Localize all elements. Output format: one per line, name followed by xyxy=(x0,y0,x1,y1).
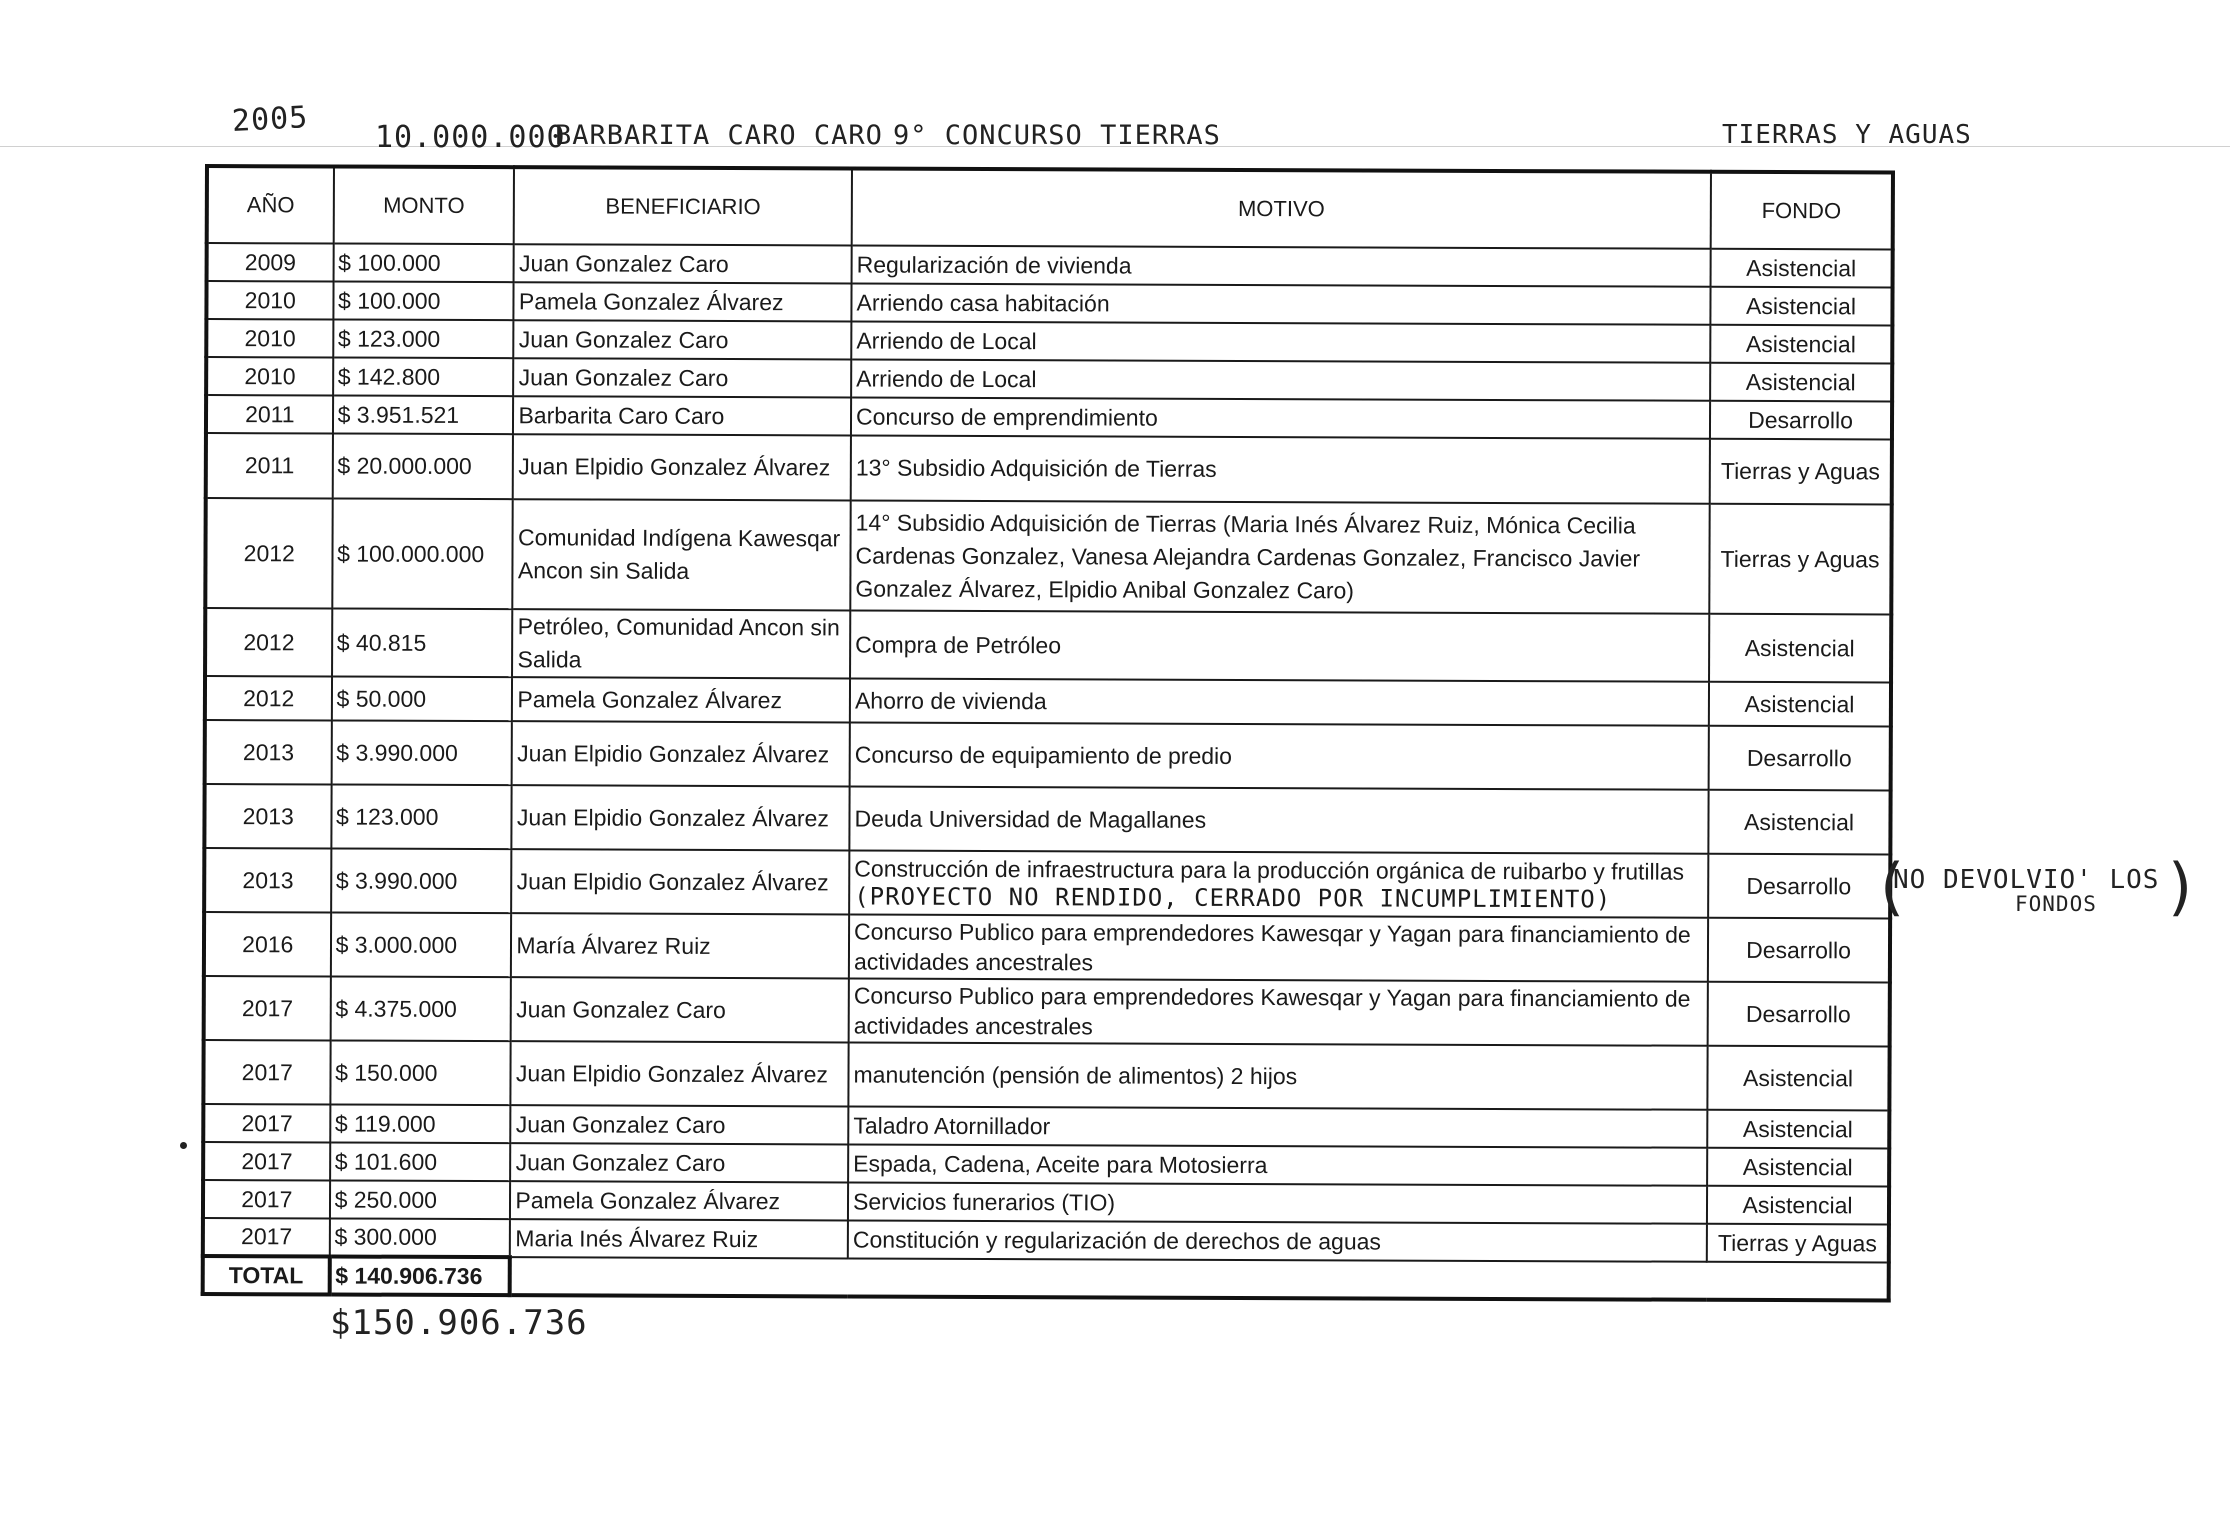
cell-fund: Asistencial xyxy=(1707,1186,1889,1225)
cell-amount: $ 123.000 xyxy=(331,784,512,849)
cell-beneficiary: Pamela Gonzalez Álvarez xyxy=(512,677,850,722)
cell-amount: $ 40.815 xyxy=(332,608,513,677)
cell-motive: manutención (pensión de alimentos) 2 hijos xyxy=(848,1042,1707,1109)
table-row xyxy=(204,912,1890,982)
left-parenthesis-mark: ( xyxy=(1880,850,1905,923)
handwritten-contest: 9° CONCURSO TIERRAS xyxy=(893,120,1221,151)
handwritten-amount: 10.000.000 xyxy=(375,120,566,155)
table-row xyxy=(204,784,1890,854)
cell-year: 2010 xyxy=(206,357,333,395)
cell-motive: Arriendo de Local xyxy=(851,321,1710,362)
cell-beneficiary: Juan Elpidio Gonzalez Álvarez xyxy=(513,434,851,500)
cell-amount: $ 100.000.000 xyxy=(332,498,513,609)
cell-year: 2013 xyxy=(204,784,331,848)
cell-year: 2017 xyxy=(203,1104,330,1142)
cell-beneficiary: Comunidad Indígena Kawesqar Ancon sin Salida xyxy=(513,499,851,610)
cell-amount: $ 3.990.000 xyxy=(331,848,512,913)
cell-amount: $ 100.000 xyxy=(333,281,514,320)
cell-year: 2012 xyxy=(205,498,332,608)
cell-motive: Ahorro de vivienda xyxy=(850,678,1709,725)
table-row xyxy=(203,1142,1889,1186)
cell-amount: $ 150.000 xyxy=(330,1040,511,1105)
cell-fund: Tierras y Aguas xyxy=(1710,439,1892,505)
cell-year: 2013 xyxy=(204,848,331,912)
table-row xyxy=(203,1218,1889,1262)
cell-beneficiary: Juan Elpidio Gonzalez Álvarez xyxy=(512,721,850,786)
cell-beneficiary: Juan Gonzalez Caro xyxy=(511,977,849,1042)
cell-motive: Constitución y regularización de derechos de aguas xyxy=(848,1220,1707,1261)
cell-motive: Taladro Atornillador xyxy=(848,1106,1707,1147)
table-row xyxy=(206,433,1892,504)
cell-beneficiary: Juan Gonzalez Caro xyxy=(511,1143,849,1182)
grants-table xyxy=(201,164,1895,1302)
cell-fund: Asistencial xyxy=(1711,249,1893,288)
table-row xyxy=(205,608,1891,682)
table-row xyxy=(206,395,1892,439)
cell-amount: $ 3.000.000 xyxy=(330,912,511,977)
cell-amount: $ 101.600 xyxy=(330,1142,511,1181)
header-beneficiary: BENEFICIARIO xyxy=(514,167,852,245)
cell-fund: Desarrollo xyxy=(1708,854,1890,919)
cell-motive: Concurso Publico para emprendedores Kawesqar y Yagan para financiamiento de actividades ancestrales xyxy=(849,978,1708,1045)
cell-beneficiary: Pamela Gonzalez Álvarez xyxy=(514,282,852,321)
handwritten-fund: TIERRAS Y AGUAS xyxy=(1722,120,1972,150)
empty-cell xyxy=(848,1258,1707,1299)
table-row xyxy=(203,1040,1889,1110)
right-parenthesis-mark: ) xyxy=(2168,850,2193,923)
table-row xyxy=(204,848,1890,918)
cell-fund: Tierras y Aguas xyxy=(1709,504,1891,615)
table-row xyxy=(204,976,1890,1046)
cell-beneficiary: Juan Gonzalez Caro xyxy=(514,244,852,283)
table-row xyxy=(207,243,1893,287)
cell-beneficiary: María Álvarez Ruiz xyxy=(511,913,849,978)
cell-motive: Servicios funerarios (TIO) xyxy=(848,1182,1707,1223)
cell-fund: Tierras y Aguas xyxy=(1707,1224,1889,1263)
cell-year: 2012 xyxy=(205,608,332,676)
cell-amount: $ 300.000 xyxy=(329,1218,510,1257)
cell-motive: Espada, Cadena, Aceite para Motosierra xyxy=(848,1144,1707,1185)
cell-fund: Asistencial xyxy=(1710,363,1892,402)
cell-year: 2011 xyxy=(206,433,333,498)
cell-motive: Deuda Universidad de Magallanes xyxy=(849,786,1708,853)
cell-year: 2013 xyxy=(205,720,332,784)
cell-fund: Desarrollo xyxy=(1708,918,1890,983)
cell-motive xyxy=(849,850,1708,917)
table-row xyxy=(206,319,1892,363)
handwritten-note-line2: FONDOS xyxy=(2015,892,2097,916)
header-fund: FONDO xyxy=(1711,172,1893,250)
cell-year: 2010 xyxy=(206,281,333,319)
cell-year: 2011 xyxy=(206,395,333,433)
cell-fund: Asistencial xyxy=(1709,682,1891,727)
cell-year: 2017 xyxy=(203,1040,330,1104)
cell-motive: 13° Subsidio Adquisición de Tierras xyxy=(851,435,1710,503)
handwritten-beneficiary: BARBARITA CARO CARO xyxy=(555,120,883,151)
cell-amount: $ 50.000 xyxy=(331,676,512,721)
cell-motive: Compra de Petróleo xyxy=(850,610,1709,681)
handwritten-corrected-total: $150.906.736 xyxy=(330,1303,588,1343)
cell-year: 2012 xyxy=(205,676,332,720)
cell-amount: $ 100.000 xyxy=(333,243,514,282)
cell-amount: $ 119.000 xyxy=(330,1104,511,1143)
cell-year: 2017 xyxy=(203,1218,330,1256)
cell-beneficiary: Juan Gonzalez Caro xyxy=(514,358,852,397)
table-row xyxy=(206,357,1892,401)
cell-fund: Asistencial xyxy=(1709,614,1891,683)
table-row xyxy=(206,281,1892,325)
cell-year: 2017 xyxy=(203,1180,330,1218)
cell-motive: Regularización de vivienda xyxy=(852,245,1711,286)
cell-beneficiary: Pamela Gonzalez Álvarez xyxy=(510,1181,848,1220)
cell-fund: Asistencial xyxy=(1707,1110,1889,1149)
cell-beneficiary: Juan Gonzalez Caro xyxy=(514,320,852,359)
cell-fund: Asistencial xyxy=(1708,790,1890,855)
cell-amount: $ 142.800 xyxy=(333,357,514,396)
cell-fund: Asistencial xyxy=(1707,1148,1889,1187)
table-row xyxy=(203,1180,1889,1224)
cell-amount: $ 4.375.000 xyxy=(330,976,511,1041)
margin-dot-mark xyxy=(180,1142,187,1149)
cell-year: 2010 xyxy=(206,319,333,357)
header-motive: MOTIVO xyxy=(852,168,1711,248)
cell-amount: $ 3.951.521 xyxy=(333,395,514,434)
cell-year: 2009 xyxy=(207,243,334,281)
table-row xyxy=(205,676,1891,726)
empty-cell xyxy=(510,1257,848,1296)
cell-beneficiary: Juan Elpidio Gonzalez Álvarez xyxy=(511,1041,849,1106)
handwritten-note-line1: NO DEVOLVIO' LOS xyxy=(1893,865,2160,895)
cell-fund: Desarrollo xyxy=(1708,982,1890,1047)
cell-fund: Asistencial xyxy=(1710,287,1892,326)
cell-fund: Desarrollo xyxy=(1710,401,1892,440)
cell-motive: Concurso de emprendimiento xyxy=(851,397,1710,438)
cell-beneficiary: Juan Elpidio Gonzalez Álvarez xyxy=(512,849,850,914)
cell-amount: $ 250.000 xyxy=(330,1180,511,1219)
cell-motive: Concurso de equipamiento de predio xyxy=(850,722,1709,789)
cell-amount: $ 3.990.000 xyxy=(331,720,512,785)
header-amount: MONTO xyxy=(333,166,514,244)
cell-motive: Arriendo casa habitación xyxy=(851,283,1710,324)
total-row xyxy=(203,1256,1889,1300)
table-row xyxy=(205,498,1891,614)
cell-beneficiary: Petróleo, Comunidad Ancon sin Salida xyxy=(512,609,850,678)
cell-amount: $ 20.000.000 xyxy=(332,433,513,499)
empty-cell xyxy=(1707,1262,1889,1301)
cell-amount: $ 123.000 xyxy=(333,319,514,358)
cell-fund: Desarrollo xyxy=(1709,726,1891,791)
cell-beneficiary: Juan Gonzalez Caro xyxy=(511,1105,849,1144)
cell-beneficiary: Juan Elpidio Gonzalez Álvarez xyxy=(512,785,850,850)
cell-year: 2017 xyxy=(203,1142,330,1180)
total-amount: $ 140.906.736 xyxy=(329,1256,510,1295)
header-year: AÑO xyxy=(207,166,334,243)
cell-fund: Asistencial xyxy=(1707,1046,1889,1111)
cell-year: 2017 xyxy=(204,976,331,1040)
cell-motive: Concurso Publico para emprendedores Kawesqar y Yagan para financiamiento de actividades ancestrales xyxy=(849,914,1708,981)
cell-motive: Arriendo de Local xyxy=(851,359,1710,400)
handwritten-year: 2005 xyxy=(231,100,310,139)
table-header-row xyxy=(207,166,1893,249)
cell-fund: Asistencial xyxy=(1710,325,1892,364)
cell-motive: 14° Subsidio Adquisición de Tierras (Maria Inés Álvarez Ruiz, Mónica Cecilia Cardenas Gonzalez, Vanesa Alejandra Cardenas Gonzalez, Francisco Javier Gonzalez Álvarez, Elpidio Anibal Gonzalez Caro) xyxy=(850,500,1709,613)
cell-year: 2016 xyxy=(204,912,331,976)
table-row xyxy=(205,720,1891,790)
table-row xyxy=(203,1104,1889,1148)
cell-beneficiary: Maria Inés Álvarez Ruiz xyxy=(510,1219,848,1258)
total-label: TOTAL xyxy=(203,1256,330,1294)
cell-beneficiary: Barbarita Caro Caro xyxy=(513,396,851,435)
handwritten-inline-annotation: (PROYECTO NO RENDIDO, CERRADO POR INCUMPLIMIENTO) xyxy=(854,882,1612,914)
motive-text: Construcción de infraestructura para la producción orgánica de ruibarbo y frutillas xyxy=(854,855,1685,885)
